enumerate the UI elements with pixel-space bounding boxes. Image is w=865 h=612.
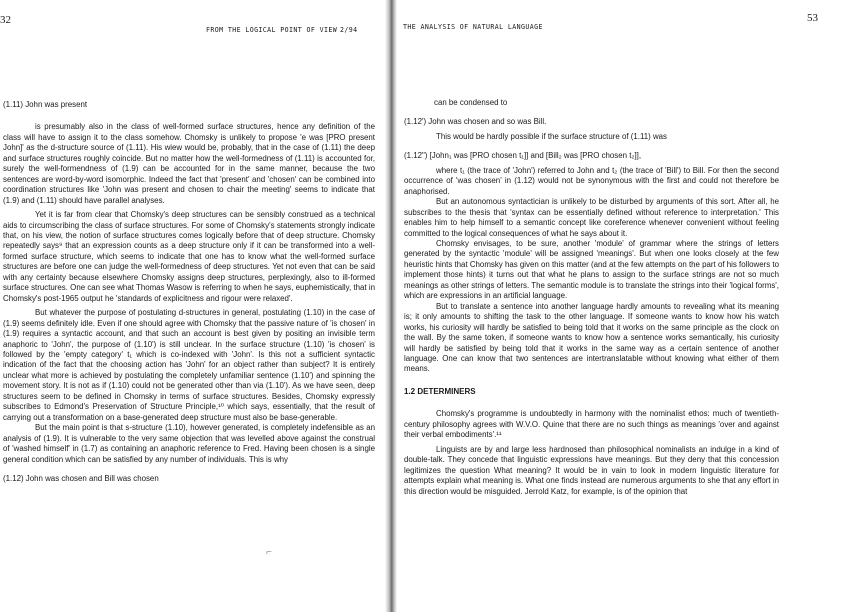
- page-stamp: 2/94: [340, 26, 358, 34]
- paragraph: But the main point is that s-structure (1.10), however generated, is completely indefensible as an analysis of (1.9). It is vulnerable to the very same objection that was levelled above against the construal of 'washed himself' in (1.7) as containing an anaphoric reference to Fred. Having been chosen is a single general condition which can be satisfied by any number of individuals. This is why: [3, 423, 375, 464]
- left-running-head: FROM THE LOGICAL POINT OF VIEW: [206, 26, 338, 34]
- example-sentence: (1.12") [John₁ was [PRO chosen t₁]] and [Bill₂ was [PRO chosen t₂]],: [404, 151, 642, 161]
- paragraph: Linguists are by and large less hardnosed than philosophical nominalists an indulge in a kind of double-talk. They concede that linguistic expressions have meanings. But they deny that this concession legitimizes the question What meaning? It would be in vain to look in modern linguistic literature for attempts explain what meaning is. What one finds instead are numerous arguments to she that any effort in this direction would be misguided. Jerrold Katz, for example, is of the opinion that: [404, 444, 779, 496]
- example-sentence: (1.12) John was chosen and Bill was chosen: [3, 473, 159, 483]
- pencil-mark: ⌐: [266, 547, 272, 558]
- paragraph: Yet it is far from clear that Chomsky's deep structures can be sensibly construed as a technical aids to circumscribing the class of surface structures. For some of Chomsky's statements strongly indicate that, on his view, the notion of surface structures comes logically before that of deep structure. Chomsky repeatedly says⁹ that an expression counts as a deep structure only if it can be transformed into a well-formed surface structure, which seems to indicate that one has to know what the well-formed surface structures are before one can judge the well-formedness of deep structures. Yet not even that can be said with any certainty because elsewhere Chomsky assigns deep structures, perplexingly, also to ill-formed surface structures. One can see what Thomas Wasow is referring to when he says, euphemistically, that in Chomsky's post-1965 output he 'standards of explicitness and rigour were relaxed'.: [3, 210, 375, 303]
- paragraph: But to translate a sentence into another language hardly amounts to revealing what its meaning is; it only amounts to shifting the task to the other language. If someone wants to know how his watch works, his curiosity will hardly be satisfied to being told that it works on the same principle as the clock on the wall. By the same token, if someone wants to know how a sentence works semantically, his curiosity will hardly be satisfied by being told that it works in the same way as a certain sentence of another language. One can know that two sentences are intertranslatable without knowing what either of them means.: [404, 301, 779, 374]
- paragraph: is presumably also in the class of well-formed surface structures, hence any definition of the class will have to assign it to the class somehow. Chomsky is unlikely to propose 'e was [PRO present John]' as the d-structure source of (1.11). His wiew would be, probably, that in the case of (1.11) the deep and surface structures roughly coincide. But no matter how the well-formedness of (1.11) is accounted for, surely the well-formendness of (1.9) can be accounted for in the same manner, because the two sentences are word-by-word isomorphic. Indeed the fact that 'present' and 'chosen' can be combined into coordination structures like 'John was present and chosen to chair the meeting' seems to indicate that (1.9) and (1.11) should have parallel analyses.: [3, 122, 376, 205]
- book-gutter: [385, 0, 397, 612]
- left-page: [0, 0, 385, 612]
- right-page-number: 53: [807, 12, 818, 24]
- left-body-text: [3, 100, 375, 484]
- paragraph: But an autonomous syntactician is unlikely to be disturbed by arguments of this sort. After all, he subscribes to the thesis that 'syntax can be essentially defined without reference to interpretation.' This enables him to help himself to a semantic concept like coreference whenever convenient without feeling committed to the logical consequences of what he says about it.: [404, 197, 779, 238]
- example-sentence: (1.11) John was present: [3, 100, 88, 109]
- right-body-text: [404, 98, 779, 497]
- paragraph: where t₁ (the trace of 'John') referred to John and t₂ (the trace of 'Bill') to Bill. For then the second occurrence of 'was chosen' in (1.12) would not be synonymous with the first and could not therefore be anaphorised.: [404, 165, 779, 196]
- section-heading: 1.2 DETERMINERS: [404, 386, 476, 396]
- left-page-number: 32: [0, 14, 11, 26]
- paragraph: Chomsky's programme is undoubtedly in harmony with the nominalist ethos: much of twentieth-century philosophy agrees with W.V.O. Quine that there are no such things as meanings 'over and against their verbal embodiments'.¹¹: [404, 409, 779, 440]
- example-sentence: (1.12') John was chosen and so was Bill.: [404, 117, 547, 127]
- paragraph: Chomsky envisages, to be sure, another 'module' of grammar where the strings of letters generated by the syntactic 'module' will be assigned 'meanings'. But when one looks closely at the few heuristic hints that Chomsky has given on this matter (and at the few attempts on the part of his followers to implement those hints) it turns out that what he plans to assign to the surface strings are not so much meanings as other strings of letters. The semantic module is to translate the strings into their 'logical forms', which are expressions in an artificial language.: [404, 238, 779, 301]
- right-running-head: THE ANALYSIS OF NATURAL LANGUAGE: [403, 23, 543, 31]
- paragraph: This would be hardly possible if the surface structure of (1.11) was: [436, 131, 667, 141]
- right-page: [397, 0, 865, 612]
- paragraph: But whatever the purpose of postulating d-structures in general, postulating (1.10) in the case of (1.9) seems definitely idle. Even if one should agree with Chomsky that the passive nature of 'is chosen' in (1.9) requires a syntactic account, and that such an account is best given by positing an invisible term anaphoric to 'John', the purpose of (1.10') is still unclear. In the surface structure (1.10) 'is chosen' is followed by the 'empty category' t₁ which is co-indexed with 'John'. Is this not a sufficient syntactic indication of the fact that the choosing action has 'John' for an object rather than subject? It is entirely unclear what more is achieved by postulating the completely unfamiliar sentence (1.10') and spinning the movement story. It is not as if (1.10) could not be generated other than via (1.10'). As we have seen, deep structures seem to be defined in Chomsky in terms of surface structures. Besides, Chomsky expressly subscribes to Edmond's Preservation of Structure Principle,¹⁰ which says, essentially, that the result of carrying out a transformation on a base-generated deep structure must also be base-generable.: [3, 308, 376, 422]
- continuation-line: can be condensed to: [434, 98, 508, 107]
